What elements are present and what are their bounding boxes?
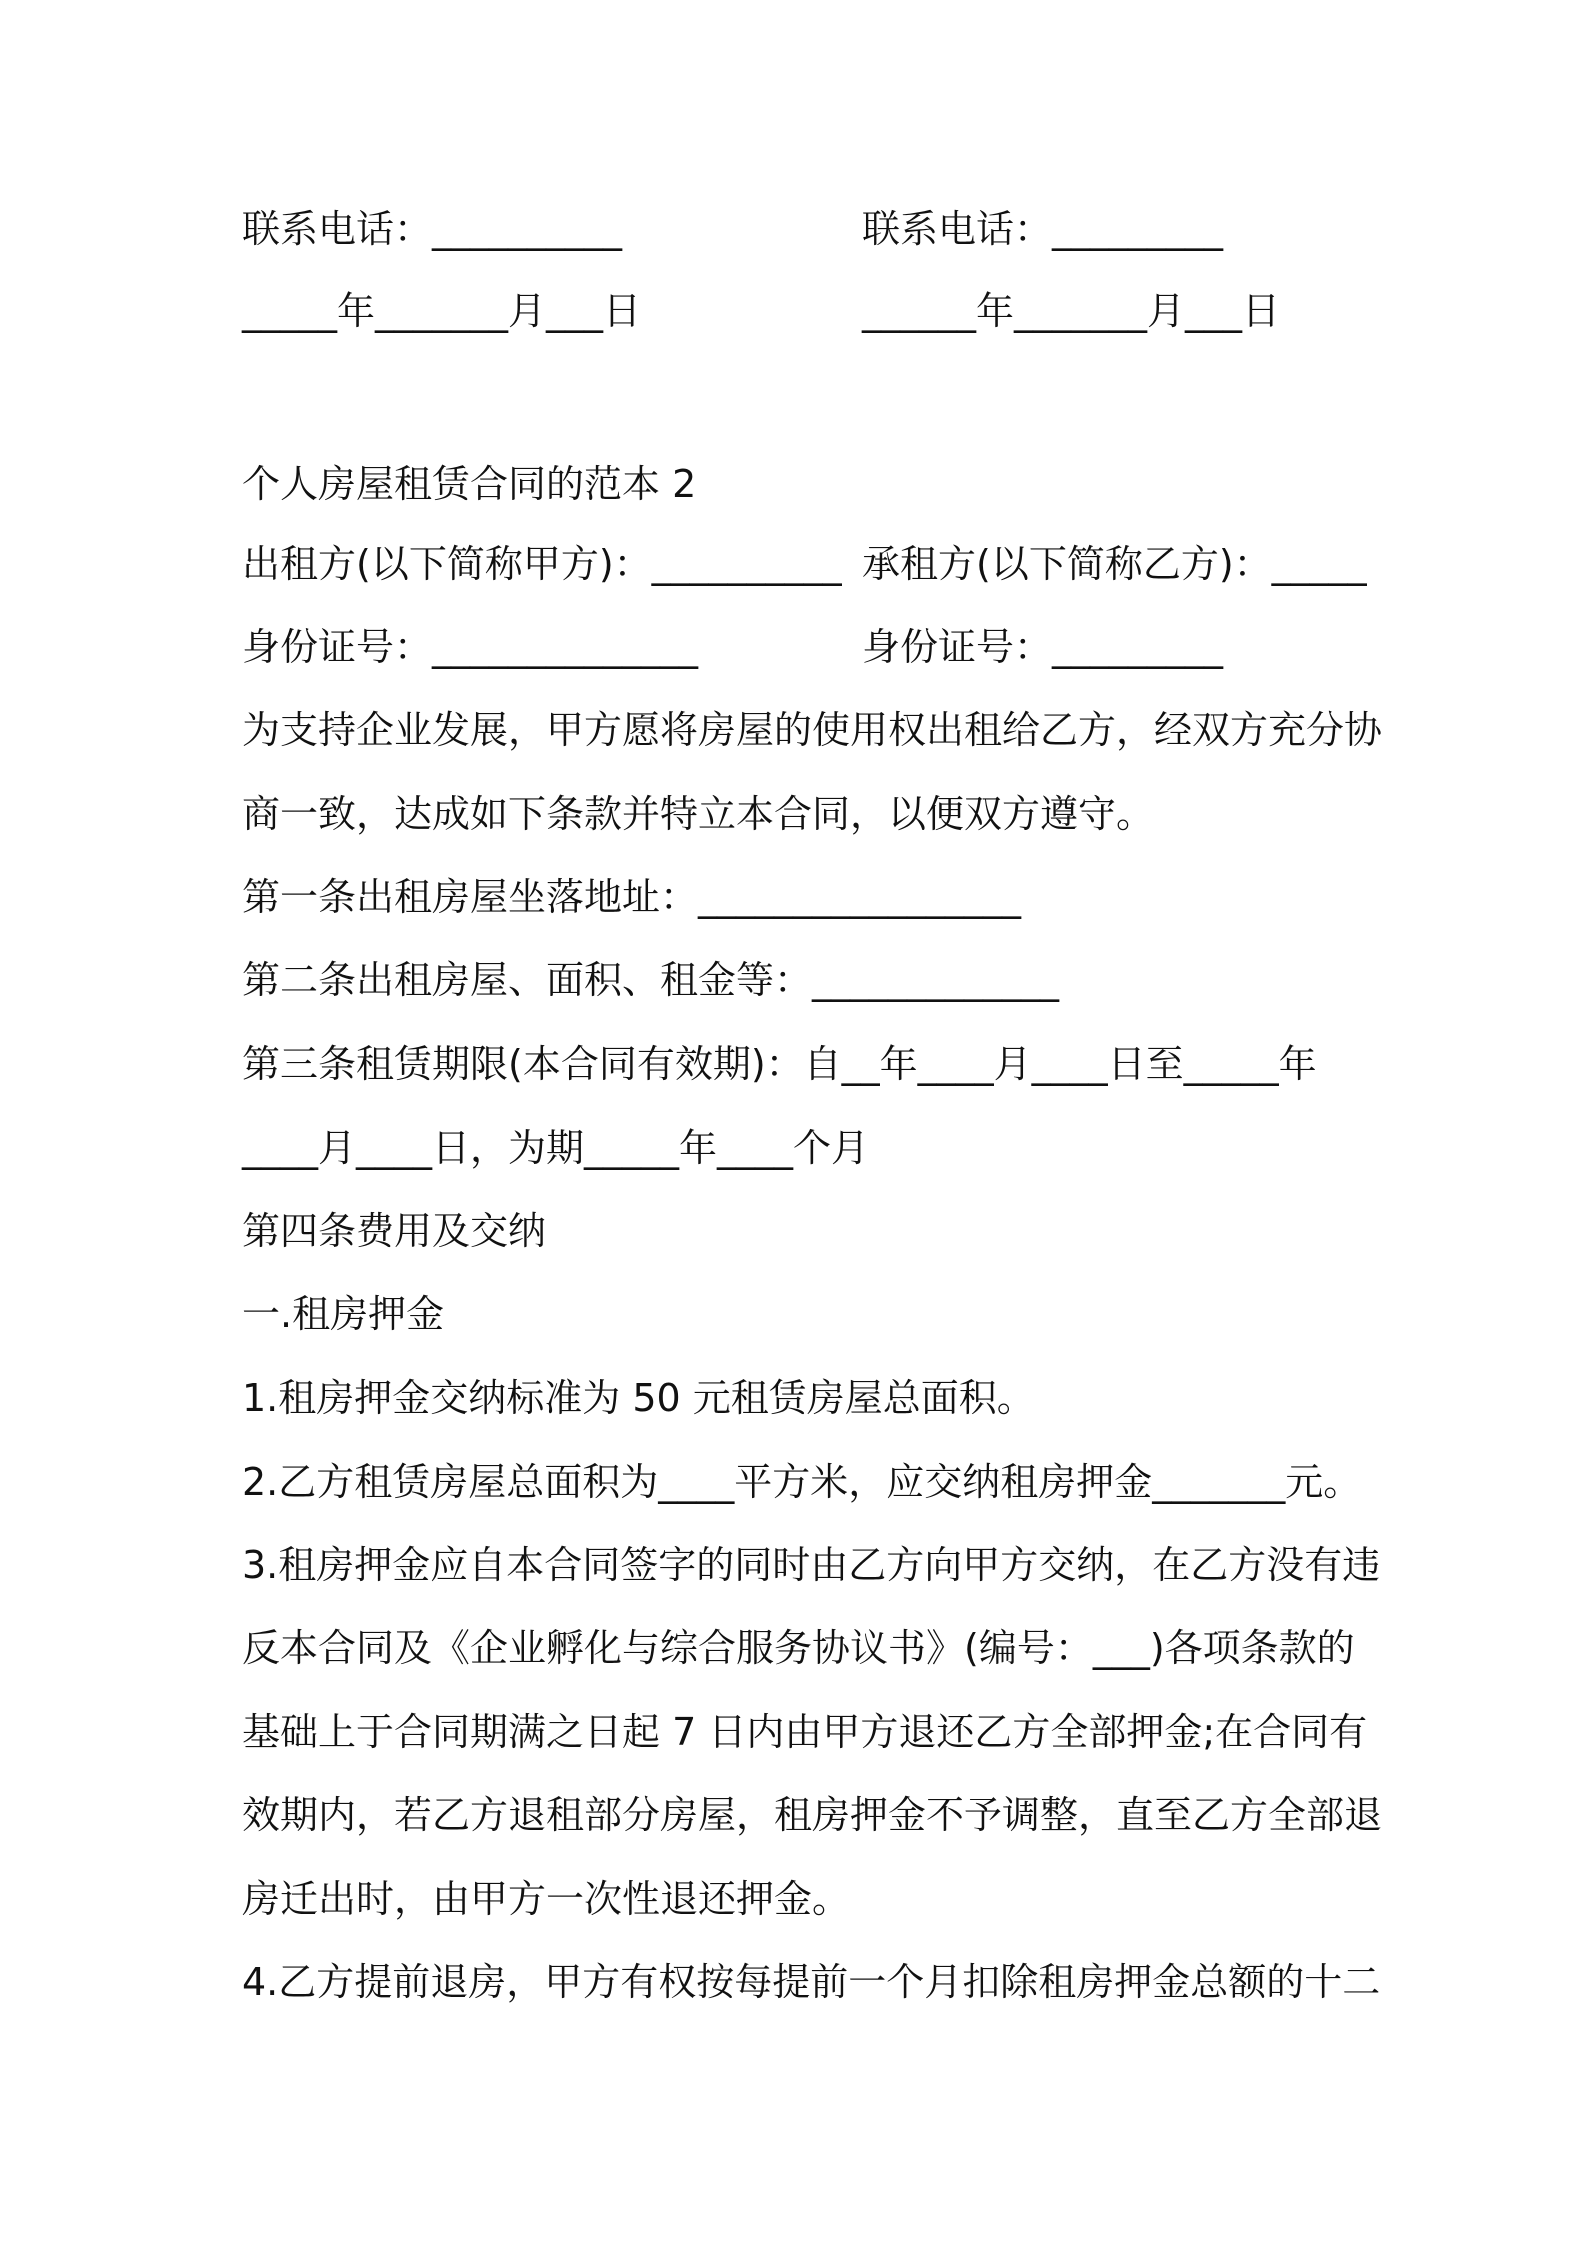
item-3-line: 基础上于合同期满之日起 7 日内由甲方退还乙方全部押金;在合同有 (242, 1710, 1368, 1754)
article-1: 第一条出租房屋坐落地址：_________________ (242, 875, 1022, 919)
contract-title: 个人房屋租赁合同的范本 2 (242, 462, 697, 506)
lessee-phone-line: 联系电话：_________ (862, 207, 1224, 251)
lessee-id-line: 身份证号：_________ (862, 625, 1224, 669)
item-1: 1.租房押金交纳标准为 50 元租赁房屋总面积。 (242, 1376, 1035, 1420)
item-3-line: 房迁出时，由甲方一次性退还押金。 (242, 1877, 851, 1921)
item-4-line: 4.乙方提前退房，甲方有权按每提前一个月扣除租房押金总额的十二 (242, 1960, 1381, 2004)
item-3-line: 3.租房押金应自本合同签字的同时由乙方向甲方交纳，在乙方没有违 (242, 1543, 1381, 1587)
preamble-line: 为支持企业发展，甲方愿将房屋的使用权出租给乙方，经双方充分协 (242, 708, 1383, 752)
lessor-id-line: 身份证号：______________ (242, 625, 699, 669)
lessor-date-line: _____年_______月___日 (242, 289, 642, 333)
article-4-heading: 第四条费用及交纳 (242, 1209, 547, 1253)
lessee-date-line: ______年_______月___日 (862, 289, 1281, 333)
lessor-line: 出租方(以下简称甲方)：__________ (242, 542, 842, 586)
preamble-line: 商一致，达成如下条款并特立本合同，以便双方遵守。 (242, 792, 1155, 836)
lessee-line: 承租方(以下简称乙方)：_____ (862, 542, 1367, 586)
section-1-heading: 一.租房押金 (242, 1292, 445, 1336)
item-2: 2.乙方租赁房屋总面积为____平方米，应交纳租房押金_______元。 (242, 1460, 1362, 1504)
lessor-phone-line: 联系电话：__________ (242, 207, 623, 251)
article-2: 第二条出租房屋、面积、租金等：_____________ (242, 958, 1060, 1002)
item-3-line: 效期内，若乙方退租部分房屋，租房押金不予调整，直至乙方全部退 (242, 1793, 1383, 1837)
article-3-line: 第三条租赁期限(本合同有效期)：自__年____月____日至_____年 (242, 1042, 1317, 1086)
item-3-line: 反本合同及《企业孵化与综合服务协议书》(编号：___)各项条款的 (242, 1626, 1355, 1670)
article-3-line: ____月____日，为期_____年____个月 (242, 1126, 870, 1170)
